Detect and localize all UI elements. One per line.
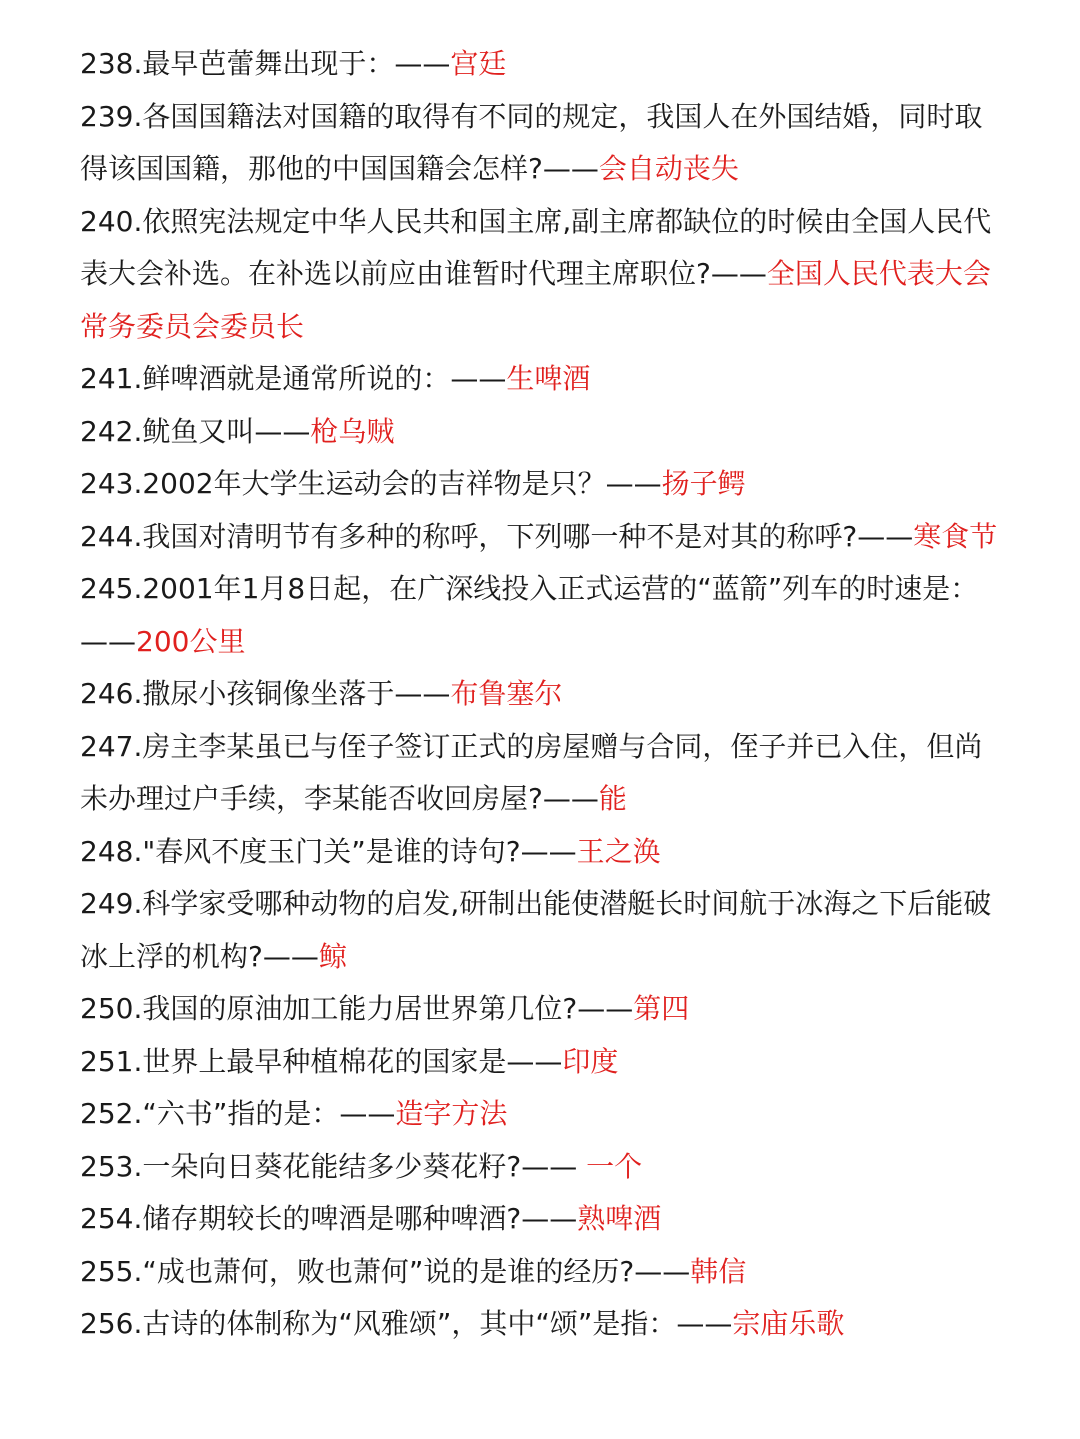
question-text: 240.依照宪法规定中华人民共和国主席,副主席都缺位的时候由全国人民代表大会补选。在补选以前应由谁暂时代理主席职位?——: [80, 204, 992, 290]
qa-item-249: [80, 878, 1005, 983]
answer-text: 宗庙乐歌: [732, 1307, 845, 1340]
qa-document: [80, 38, 1005, 1351]
answer-text: 王之涣: [576, 834, 661, 868]
qa-item-253: [80, 1141, 1005, 1194]
answer-text: 生啤酒: [506, 362, 591, 395]
answer-text: 熟啤酒: [577, 1202, 662, 1235]
question-text: 255.“成也萧何，败也萧何”说的是谁的经历?——: [80, 1254, 691, 1288]
answer-text: 寒食节: [913, 519, 998, 553]
question-text: 246.撒尿小孩铜像坐落于——: [80, 677, 451, 710]
answer-text: 能: [598, 782, 627, 815]
question-text: 251.世界上最早种植棉花的国家是——: [80, 1044, 563, 1078]
answer-text: 宫廷: [450, 47, 507, 80]
qa-item-240: [80, 196, 1005, 354]
question-text: 245.2001年1月8日起，在广深线投入正式运营的“蓝箭”列车的时速是：——: [80, 572, 979, 658]
question-text: 256.古诗的体制称为“风雅颂”，其中“颂”是指：——: [80, 1307, 733, 1340]
qa-item-255: [80, 1246, 1005, 1299]
question-text: 238.最早芭蕾舞出现于：——: [80, 47, 451, 80]
qa-item-244: [80, 511, 1005, 564]
question-text: 239.各国国籍法对国籍的取得有不同的规定，我国人在外国结婚，同时取得该国国籍，那他的中国国籍会怎样?——: [80, 99, 983, 185]
question-text: 247.房主李某虽已与侄子签订正式的房屋赠与合同，侄子并已入住，但尚未办理过户手续，李某能否收回房屋?——: [80, 729, 983, 815]
qa-item-248: [80, 826, 1005, 879]
question-text: 254.储存期较长的啤酒是哪种啤酒?——: [80, 1202, 578, 1235]
question-text: 248."春风不度玉门关”是谁的诗句?——: [80, 834, 577, 868]
qa-item-247: [80, 721, 1005, 826]
question-text: 243.2002年大学生运动会的吉祥物是只？——: [80, 467, 662, 500]
question-text: 242.鱿鱼又叫——: [80, 414, 311, 448]
answer-text: 布鲁塞尔: [450, 677, 563, 710]
qa-item-243: [80, 458, 1005, 511]
answer-text: 一个: [586, 1149, 643, 1183]
answer-text: 鲸: [318, 939, 347, 973]
qa-item-238: [80, 38, 1005, 91]
question-text: 244.我国对清明节有多种的称呼，下列哪一种不是对其的称呼?——: [80, 519, 914, 553]
qa-item-251: [80, 1036, 1005, 1089]
answer-text: 全国人民代表大会常务委员会委员长: [80, 257, 991, 343]
question-text: 252.“六书”指的是：——: [80, 1097, 396, 1130]
qa-item-245: [80, 563, 1005, 668]
answer-text: 会自动丧失: [598, 152, 739, 185]
answer-text: 200公里: [136, 624, 246, 658]
qa-item-256: [80, 1298, 1005, 1351]
question-text: 253.一朵向日葵花能结多少葵花籽?——: [80, 1149, 587, 1183]
qa-item-246: [80, 668, 1005, 721]
answer-text: 枪乌贼: [310, 414, 395, 448]
question-text: 241.鲜啤酒就是通常所说的：——: [80, 362, 507, 395]
qa-item-242: [80, 406, 1005, 459]
answer-text: 印度: [562, 1044, 619, 1078]
qa-item-241: [80, 353, 1005, 406]
qa-item-239: [80, 91, 1005, 196]
qa-item-250: [80, 983, 1005, 1036]
answer-text: 造字方法: [395, 1097, 508, 1130]
qa-item-254: [80, 1193, 1005, 1246]
answer-text: 扬子鳄: [661, 467, 746, 500]
question-text: 249.科学家受哪种动物的启发,研制出能使潜艇长时间航于冰海之下后能破冰上浮的机构?——: [80, 887, 992, 973]
question-text: 250.我国的原油加工能力居世界第几位?——: [80, 992, 634, 1025]
answer-text: 韩信: [690, 1254, 747, 1288]
answer-text: 第四: [633, 992, 690, 1025]
qa-item-252: [80, 1088, 1005, 1141]
